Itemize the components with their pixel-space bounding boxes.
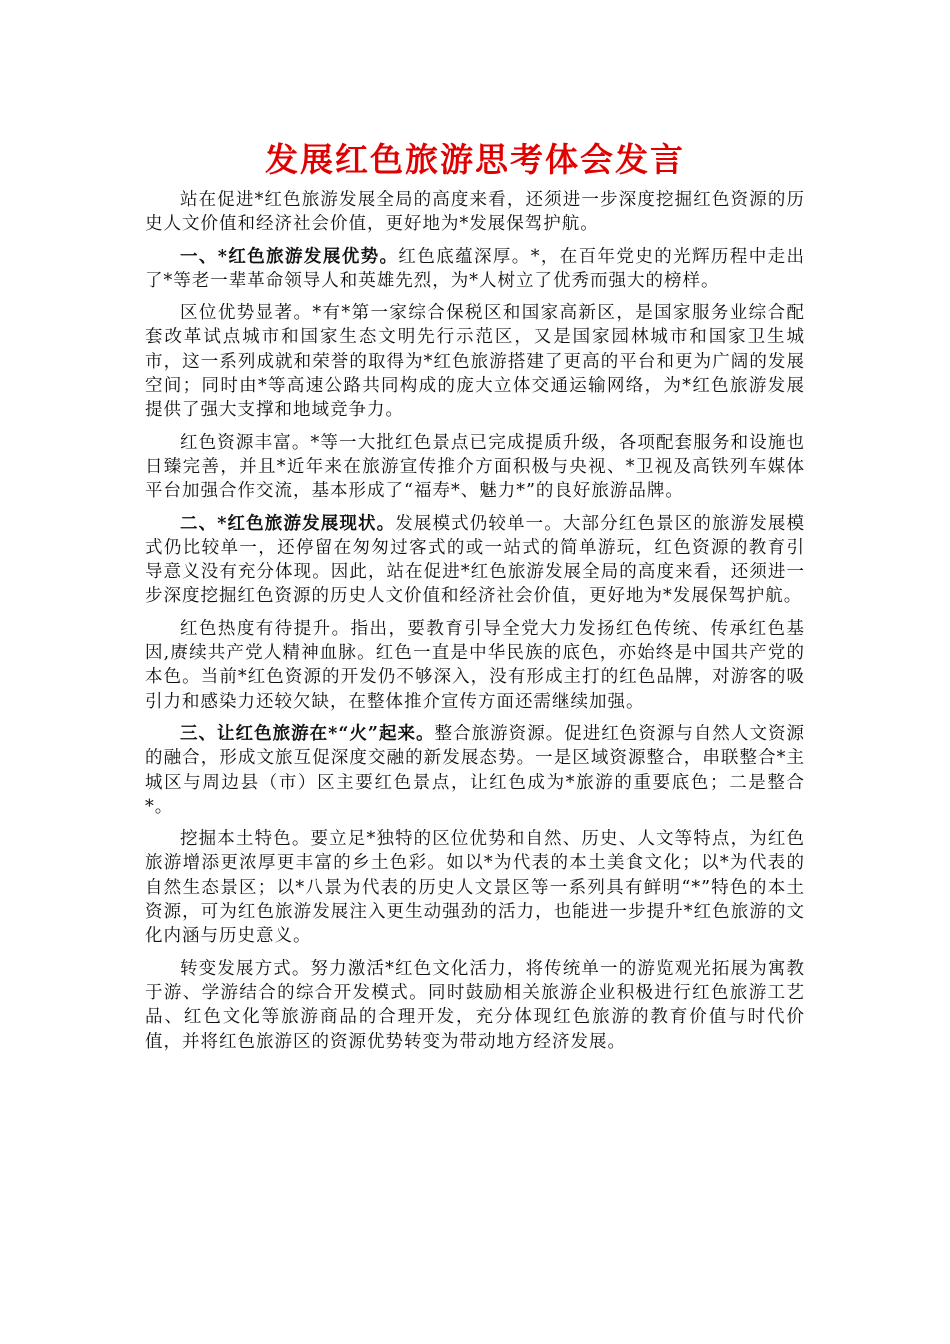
paragraph-9 xyxy=(145,957,805,1054)
paragraph-text: 区位优势显著。*有*第一家综合保税区和国家高新区，是国家服务业综合配套改革试点城市和国家生态文明先行示范区，又是国家园林城市和国家卫生城市，这一系列成就和荣誉的取得为*红色旅游搭建了更高的平台和更为广阔的发展空间；同时由*等高速公路共同构成的庞大立体交通运输网络，为*红色旅游发展提供了强大支撑和地域竞争力。 xyxy=(145,303,805,421)
paragraph-4 xyxy=(145,431,805,504)
paragraph-1 xyxy=(145,188,805,237)
paragraph-lead: 一、*红色旅游发展优势。 xyxy=(180,246,399,267)
paragraph-lead: 三、让红色旅游在*“火”起来。 xyxy=(180,723,435,744)
paragraph-text: 转变发展方式。努力激活*红色文化活力，将传统单一的游览观光拓展为寓教于游、学游结合的综合开发模式。同时鼓励相关旅游企业积极进行红色旅游工艺品、红色文化等旅游商品的合理开发，充分体现红色旅游的教育价值与时代价值，并将红色旅游区的资源优势转变为带动地方经济发展。 xyxy=(145,958,805,1052)
document-body xyxy=(145,188,805,1062)
paragraph-8 xyxy=(145,827,805,948)
paragraph-text: 挖掘本土特色。要立足*独特的区位优势和自然、历史、人文等特点，为红色旅游增添更浓厚更丰富的乡土色彩。如以*为代表的本土美食文化；以*为代表的自然生态景区；以*八景为代表的历史人文景区等一系列具有鲜明“*”特色的本土资源，可为红色旅游发展注入更生动强劲的活力，也能进一步提升*红色旅游的文化内涵与历史意义。 xyxy=(145,829,805,947)
paragraph-2 xyxy=(145,245,805,294)
paragraph-text: 整合旅游资源。促进红色资源与自然人文资源的融合，形成文旅互促深度交融的新发展态势。一是区域资源整合，串联整合*主城区与周边县（市）区主要红色景点，让红色成为*旅游的重要底色；二是整合*。 xyxy=(145,723,805,817)
document-title: 发展红色旅游思考体会发言 xyxy=(265,140,685,179)
paragraph-5 xyxy=(145,512,805,609)
paragraph-text: 红色底蕴深厚。*，在百年党史的光辉历程中走出了*等老一辈革命领导人和英雄先烈，为*人树立了优秀而强大的榜样。 xyxy=(145,246,806,291)
paragraph-lead: 二、*红色旅游发展现状。 xyxy=(180,513,396,534)
paragraph-text: 红色资源丰富。*等一大批红色景点已完成提质升级，各项配套服务和设施也日臻完善，并且*近年来在旅游宣传推介方面积极与央视、*卫视及高铁列车媒体平台加强合作交流，基本形成了“福寿*、魅力*”的良好旅游品牌。 xyxy=(145,432,805,502)
paragraph-7 xyxy=(145,722,805,819)
paragraph-text: 发展模式仍较单一。大部分红色景区的旅游发展模式仍比较单一，还停留在匆匆过客式的或一站式的简单游玩，红色资源的教育引导意义没有充分体现。因此，站在促进*红色旅游发展全局的高度来看，还须进一步深度挖掘红色资源的历史人文价值和经济社会价值，更好地为*发展保驾护航。 xyxy=(145,513,805,607)
paragraph-text: 站在促进*红色旅游发展全局的高度来看，还须进一步深度挖掘红色资源的历史人文价值和经济社会价值，更好地为*发展保驾护航。 xyxy=(145,190,805,235)
paragraph-3 xyxy=(145,301,805,422)
paragraph-6 xyxy=(145,617,805,714)
paragraph-text: 红色热度有待提升。指出，要教育引导全党大力发扬红色传统、传承红色基因,赓续共产党人精神血脉。红色一直是中华民族的底色，亦始终是中国共产党的本色。当前*红色资源的开发仍不够深入，没有形成主打的红色品牌，对游客的吸引力和感染力还较欠缺，在整体推介宣传方面还需继续加强。 xyxy=(145,618,805,712)
